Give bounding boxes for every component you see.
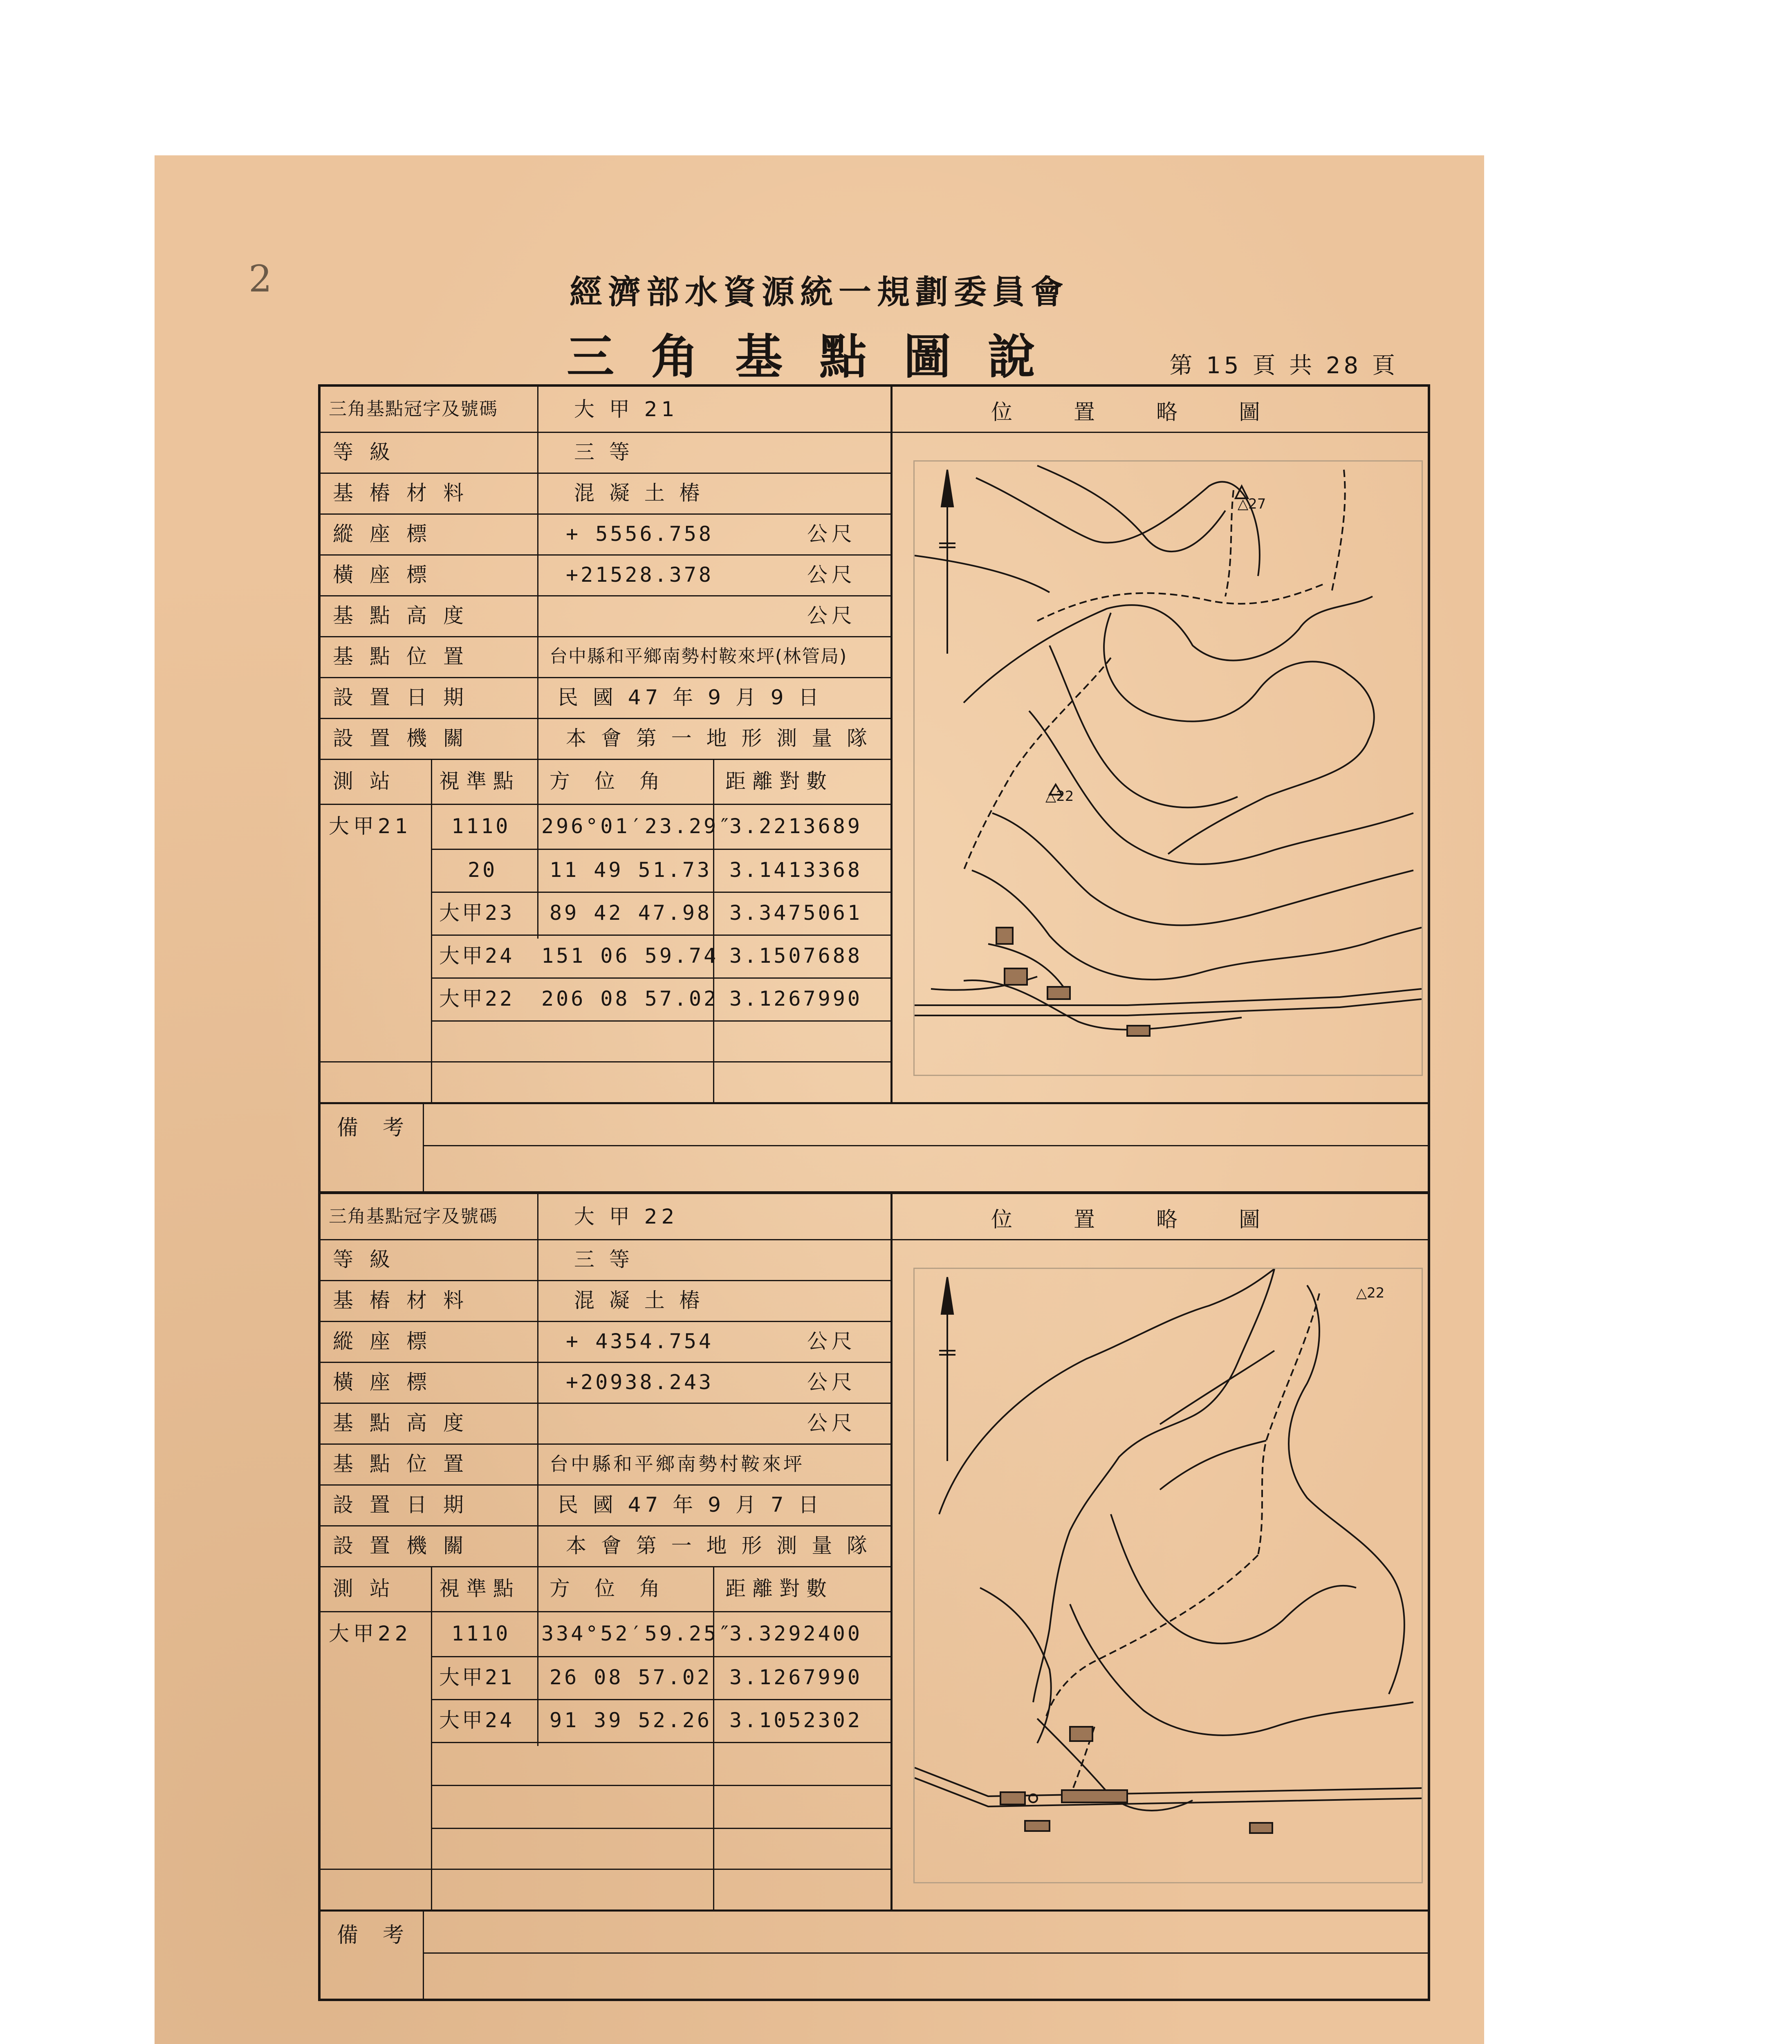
obs-azimuth: 151 06 59.74 [541,944,719,968]
document-title: 三角基點圖說 [567,329,1072,385]
value-benchmark-name: 大 甲 21 [574,397,679,421]
obs-azimuth: 11 49 51.73 [549,858,712,882]
label-remarks: 備考 [337,1923,429,1948]
obs-target: 20 [468,858,498,882]
value-material: 混 凝 土 樁 [574,481,704,505]
obs-azimuth: 91 39 52.26 [549,1708,712,1732]
value-station: 大甲21 [329,814,412,838]
organization-title: 經濟部水資源統一規劃委員會 [570,273,1069,311]
label-location: 基點位置 [333,1452,480,1476]
value-agency: 本 會 第 一 地 形 測 量 隊 [566,726,872,750]
value-grade: 三 等 [574,440,634,464]
label-elevation: 基點高度 [333,1411,480,1435]
map-label: △22 [1045,788,1074,805]
location-sketch-map [913,460,1423,1076]
label-agency: 設置機關 [333,1534,480,1558]
label-grade: 等級 [333,440,406,464]
label-date: 設置日期 [333,686,480,709]
obs-azimuth: 296°01′23.29″ [541,814,733,838]
obs-target: 1110 [451,1622,511,1645]
value-easting: +20938.243 [566,1370,714,1394]
unit-northing: 公尺 [807,522,856,546]
benchmark-form-2 [318,1192,1430,2001]
unit-elevation: 公尺 [807,1411,856,1435]
obs-azimuth: 89 42 47.98 [549,901,712,925]
value-grade: 三 等 [574,1248,634,1271]
contour-map-drawing [915,462,1422,1075]
map-label: △27 [1238,496,1266,512]
value-date: 民 國 47 年 9 月 9 日 [558,686,823,709]
value-northing: + 4354.754 [566,1329,714,1353]
map-title: 位置略圖 [991,400,1322,425]
obs-log-distance: 3.2213689 [729,814,862,838]
value-material: 混 凝 土 樁 [574,1289,704,1312]
document-sheet [155,155,1484,2044]
unit-easting: 公尺 [807,1370,856,1394]
label-station: 測站 [333,1577,406,1600]
label-log-distance: 距離對數 [725,769,833,793]
label-easting: 橫座標 [333,563,443,587]
contour-map-drawing [915,1269,1422,1882]
label-remarks: 備考 [337,1116,429,1140]
label-azimuth: 方位角 [549,769,684,793]
obs-log-distance: 3.1507688 [729,944,862,968]
map-label: △22 [1356,1285,1385,1301]
obs-target: 大甲24 [439,1708,515,1732]
obs-target: 大甲22 [439,987,515,1011]
label-material: 基樁材料 [333,1289,480,1312]
obs-target: 大甲23 [439,901,515,925]
label-station: 測站 [333,769,406,793]
value-benchmark-name: 大 甲 22 [574,1205,679,1228]
label-elevation: 基點高度 [333,604,480,628]
label-target: 視準點 [439,1577,520,1600]
label-easting: 橫座標 [333,1370,443,1394]
location-sketch-map [913,1268,1423,1883]
obs-log-distance: 3.1413368 [729,858,862,882]
label-azimuth: 方位角 [549,1577,684,1600]
label-target: 視準點 [439,769,520,793]
label-log-distance: 距離對數 [725,1577,833,1600]
value-location: 台中縣和平鄉南勢村鞍來坪(林管局) [549,646,848,667]
unit-northing: 公尺 [807,1329,856,1353]
obs-azimuth: 334°52′59.25″ [541,1622,733,1645]
benchmark-form-1 [318,384,1430,1194]
pencil-annotation: 2 [249,258,272,300]
label-northing: 縱座標 [333,522,443,546]
label-date: 設置日期 [333,1493,480,1517]
obs-log-distance: 3.1267990 [729,987,862,1011]
label-agency: 設置機關 [333,726,480,750]
label-material: 基樁材料 [333,481,480,505]
value-date: 民 國 47 年 9 月 7 日 [558,1493,823,1517]
obs-log-distance: 3.1267990 [729,1665,862,1689]
label-northing: 縱座標 [333,1329,443,1353]
value-easting: +21528.378 [566,563,714,587]
unit-easting: 公尺 [807,563,856,587]
value-station: 大甲22 [329,1622,412,1645]
page-indicator: 第 15 頁 共 28 頁 [1169,352,1398,379]
obs-target: 大甲21 [439,1665,515,1689]
map-title: 位置略圖 [991,1208,1322,1232]
value-agency: 本 會 第 一 地 形 測 量 隊 [566,1534,872,1558]
label-grade: 等級 [333,1248,406,1271]
obs-log-distance: 3.3475061 [729,901,862,925]
obs-target: 1110 [451,814,511,838]
label-benchmark-name: 三角基點冠字及號碼 [329,1206,498,1227]
label-location: 基點位置 [333,645,480,668]
obs-log-distance: 3.1052302 [729,1708,862,1732]
obs-target: 大甲24 [439,944,515,968]
value-location: 台中縣和平鄉南勢村鞍來坪 [549,1453,805,1475]
label-benchmark-name: 三角基點冠字及號碼 [329,399,498,419]
value-northing: + 5556.758 [566,522,714,546]
unit-elevation: 公尺 [807,604,856,628]
obs-azimuth: 26 08 57.02 [549,1665,712,1689]
obs-azimuth: 206 08 57.02 [541,987,719,1011]
obs-log-distance: 3.3292400 [729,1622,862,1645]
